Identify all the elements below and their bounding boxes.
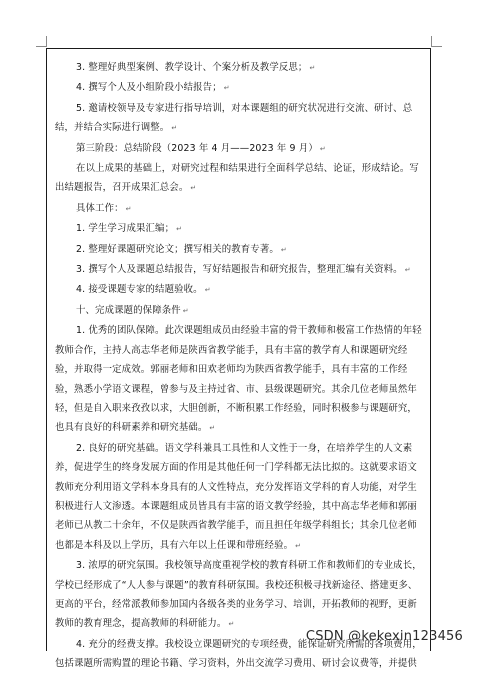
paragraph: 2. 良好的研究基础。语文学科兼具工具性和人文性于一身，在培养学生的人文素养，促进学生的终身发展方面的作用是其他任何一门学科都无法比拟的。这就要求语文教师充分利用语文学科本身具有的人文性特点，充分发挥语文学科的育人功能，对学生积极进行人文渗透。本课题组成员皆具有丰富的语文教学经验，其中高志华老师和郭丽老师已从教二十余年，不仅是陕西省教学能手，而且担任年级学科组长；其余几位老师也都是本科及以上学历，具有六年以上任课和带班经验。 ↵ <box>55 442 417 551</box>
paragraph: 5. 邀请校领导及专家进行指导培训，对本课题组的研究状况进行交流、研讨、总结，并结合实际进行调整。 ↵ <box>55 102 413 134</box>
paragraph: 在以上成果的基础上，对研究过程和结果进行全面科学总结、论证，形成结论。写出结题报告，召开成果汇总会。 ↵ <box>55 163 419 194</box>
paragraph: 4. 接受课题专家的结题验收。 ↵ <box>76 284 211 296</box>
paragraph: 具体工作： ↵ <box>76 202 132 214</box>
watermark: CSDN @kekexin123456 <box>305 629 463 644</box>
document-body <box>55 58 423 674</box>
paragraph: 2. 整理好课题研究论文；撰写相关的教育专著。 ↵ <box>76 243 287 255</box>
paragraph: 1. 学生学习成果汇编； ↵ <box>76 223 183 235</box>
paragraph: 4. 充分的经费支撑。我校设立课题研究的专项经费，能保证研究所需的各项费用，包括课题所需购置的理论书籍、学习资料，外出交流学习费用、研讨会议费等，并提供 <box>55 638 422 670</box>
crop-mark-top-right <box>431 36 442 47</box>
crop-mark-top-left <box>36 36 47 47</box>
paragraph: 1. 优秀的团队保障。此次课题组成员由经验丰富的骨干教师和极富工作热情的年轻教师合作，主持人高志华老师是陕西省教学能手，具有丰富的教学育人和课题研究经验，并取得一定成效。郭丽老师和田欢老师均为陕西省教学能手，具有丰富的工作经验，熟悉小学语文课程，曾参与及主持过省、市、县级课题研究。其余几位老师虽然年轻，但是自入职来孜孜以求，大胆创新，不断积累工作经验，同时积极参与课题研究，也具有良好的科研素养和研究基础。 ↵ <box>55 325 422 434</box>
section-heading: 十、完成课题的保障条件 ↵ <box>76 304 189 316</box>
paragraph: 3. 整理好典型案例、教学设计、个案分析及教学反思； ↵ <box>76 62 316 73</box>
paragraph: 3. 撰写个人及课题总结报告，写好结题报告和研究报告，整理汇编有关资料。 ↵ <box>76 264 411 276</box>
paragraph: 4. 撰写个人及小组阶段小结报告； ↵ <box>76 82 230 94</box>
paragraph: 第三阶段：总结阶段（2023 年 4 月——2023 年 9 月） ↵ <box>76 142 326 154</box>
paragraph: 3. 浓厚的研究氛围。我校领导高度重视学校的教育科研工作和教师们的专业成长，学校已经形成了“人人参与课题”的教育科研氛围。我校还积极寻找新途径、搭建更多、更高的平台，经常派教师参加国内各级各类的业务学习、培训，开拓教师的视野，更新教师的教育理念，提高教师的科研能力。 ↵ <box>55 560 422 630</box>
table-cell-frame <box>46 48 431 670</box>
